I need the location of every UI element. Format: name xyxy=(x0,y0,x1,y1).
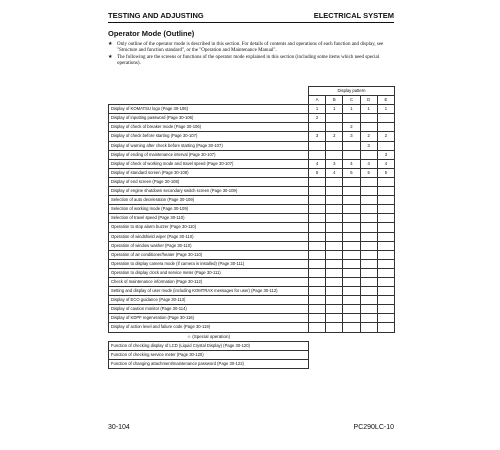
pattern-order-cell xyxy=(343,232,360,241)
pattern-order-cell: 4 xyxy=(343,159,360,168)
function-label: Display of action level and failure code (Page 30-119) xyxy=(109,323,309,332)
pattern-order-cell xyxy=(343,223,360,232)
function-label: Display of ending of maintenance interval (Page 30-107) xyxy=(109,150,309,159)
pattern-order-cell: 2 xyxy=(326,132,343,141)
pattern-order-cell xyxy=(360,268,377,277)
table-row xyxy=(109,114,395,123)
pattern-order-cell xyxy=(326,187,343,196)
table-row xyxy=(109,277,395,286)
model-number: PC290LC-10 xyxy=(353,424,394,431)
pattern-order-cell xyxy=(309,250,326,259)
table-row xyxy=(109,223,395,232)
pattern-order-cell xyxy=(309,187,326,196)
display-pattern-header: Display pattern xyxy=(309,87,395,96)
special-row-spacer xyxy=(309,350,395,359)
function-label: Operation to display clock and service meter (Page 30-111) xyxy=(109,268,309,277)
pattern-order-cell xyxy=(309,150,326,159)
pattern-order-cell xyxy=(309,287,326,296)
pattern-order-cell xyxy=(360,223,377,232)
pattern-order-cell xyxy=(309,314,326,323)
header-spacer xyxy=(109,87,309,96)
function-label: Selection of working mode (Page 30-109) xyxy=(109,205,309,214)
pattern-order-cell xyxy=(360,177,377,186)
special-row xyxy=(109,341,395,350)
table-row xyxy=(109,305,395,314)
pattern-order-cell xyxy=(326,150,343,159)
pattern-order-cell xyxy=(377,323,394,332)
pattern-order-cell: 5 xyxy=(309,168,326,177)
pattern-order-cell xyxy=(309,214,326,223)
function-label: Display of end screen (Page 30-108) xyxy=(109,177,309,186)
pattern-order-cell xyxy=(326,196,343,205)
pattern-order-cell xyxy=(343,259,360,268)
table-row xyxy=(109,205,395,214)
pattern-order-cell: 3 xyxy=(343,132,360,141)
pattern-order-cell xyxy=(343,214,360,223)
function-label: Operation of window washer (Page 30-110) xyxy=(109,241,309,250)
pattern-order-cell xyxy=(360,314,377,323)
pattern-order-cell: 5 xyxy=(377,168,394,177)
pattern-order-cell xyxy=(377,223,394,232)
pattern-order-cell xyxy=(326,287,343,296)
special-function-label: Function of changing attachment/maintenance password (Page 30-122) xyxy=(109,359,309,368)
chapter-title: ELECTRICAL SYSTEM xyxy=(313,11,394,20)
pattern-order-cell xyxy=(326,241,343,250)
pattern-order-cell xyxy=(326,250,343,259)
pattern-order-cell xyxy=(343,196,360,205)
pattern-order-cell xyxy=(309,196,326,205)
page-title: Operator Mode (Outline) xyxy=(108,29,195,38)
pattern-order-cell xyxy=(326,123,343,132)
operator-mode-table-container xyxy=(108,86,394,369)
pattern-order-cell xyxy=(360,259,377,268)
pattern-order-cell xyxy=(377,232,394,241)
pattern-order-cell xyxy=(377,268,394,277)
pattern-order-cell xyxy=(343,296,360,305)
pattern-order-cell xyxy=(309,241,326,250)
pattern-order-cell xyxy=(360,232,377,241)
pattern-order-cell: 2 xyxy=(309,114,326,123)
pattern-col-header: C xyxy=(343,96,360,105)
table-row xyxy=(109,168,395,177)
pattern-order-cell: 3 xyxy=(309,132,326,141)
pattern-order-cell xyxy=(377,250,394,259)
pattern-order-cell: 4 xyxy=(326,168,343,177)
function-label: Display of standard screen (Page 30-108) xyxy=(109,168,309,177)
special-function-label: Function of checking display of LCD (Liquid Crystal Display) (Page 30-120) xyxy=(109,341,309,350)
pattern-col-header: D xyxy=(360,96,377,105)
table-row xyxy=(109,214,395,223)
pattern-order-cell xyxy=(309,177,326,186)
pattern-order-cell xyxy=(360,114,377,123)
header-spacer xyxy=(109,96,309,105)
pattern-order-cell xyxy=(377,177,394,186)
star-icon: ★ xyxy=(108,54,113,60)
pattern-order-cell xyxy=(309,223,326,232)
pattern-order-cell: 5 xyxy=(360,168,377,177)
pattern-order-cell xyxy=(377,123,394,132)
table-row xyxy=(109,132,395,141)
pattern-order-cell xyxy=(343,277,360,286)
pattern-order-cell xyxy=(326,259,343,268)
table-row xyxy=(109,232,395,241)
function-label: Display of caution monitor (Page 30-114) xyxy=(109,305,309,314)
pattern-order-cell: 1 xyxy=(360,105,377,114)
pattern-order-cell xyxy=(377,314,394,323)
function-label: Operation to display camera mode (if camera is installed) (Page 30-111) xyxy=(109,259,309,268)
pattern-order-cell xyxy=(377,259,394,268)
pattern-order-cell xyxy=(360,250,377,259)
pattern-order-cell xyxy=(309,259,326,268)
pattern-order-cell xyxy=(360,187,377,196)
pattern-order-cell xyxy=(377,141,394,150)
pattern-order-cell xyxy=(343,187,360,196)
table-row xyxy=(109,296,395,305)
table-row xyxy=(109,187,395,196)
pattern-order-cell xyxy=(377,187,394,196)
notes xyxy=(108,42,394,67)
pattern-order-cell xyxy=(360,305,377,314)
pattern-order-cell xyxy=(326,114,343,123)
pattern-order-cell xyxy=(360,123,377,132)
pattern-order-cell xyxy=(326,223,343,232)
function-label: Display of KDPF regeneration (Page 30-116) xyxy=(109,314,309,323)
function-label: Selection of auto deceleration (Page 30-109) xyxy=(109,196,309,205)
pattern-order-cell: 3 xyxy=(377,150,394,159)
pattern-order-cell xyxy=(360,196,377,205)
pattern-order-cell: 3 xyxy=(360,141,377,150)
pattern-order-cell xyxy=(326,214,343,223)
table-row xyxy=(109,287,395,296)
special-function-label: Function of checking service meter (Page 30-120) xyxy=(109,350,309,359)
note-text: The following are the screens or functions of the operator mode explained in this section (including some items which need special operations). xyxy=(117,54,380,66)
function-label: Display of ECO guidance (Page 30-113) xyxy=(109,296,309,305)
pattern-order-cell xyxy=(326,296,343,305)
pattern-order-cell: 4 xyxy=(360,159,377,168)
pattern-col-header: A xyxy=(309,96,326,105)
pattern-order-cell xyxy=(343,287,360,296)
special-table-body xyxy=(109,341,395,368)
table-row xyxy=(109,268,395,277)
function-label: Display of check of breaker mode (Page 30-106) xyxy=(109,123,309,132)
pattern-order-cell xyxy=(377,287,394,296)
pattern-order-cell xyxy=(309,268,326,277)
pattern-col-header: B xyxy=(326,96,343,105)
pattern-order-cell xyxy=(360,296,377,305)
function-label: Operation of air conditioner/heater (Page 30-110) xyxy=(109,250,309,259)
pattern-order-cell xyxy=(377,114,394,123)
pattern-order-cell: 2 xyxy=(343,123,360,132)
section-title: TESTING AND ADJUSTING xyxy=(108,11,204,20)
pattern-order-cell xyxy=(377,305,394,314)
pattern-order-cell: 3 xyxy=(326,159,343,168)
table-row xyxy=(109,196,395,205)
pattern-order-cell: 4 xyxy=(309,159,326,168)
pattern-order-cell xyxy=(360,214,377,223)
pattern-order-cell xyxy=(326,177,343,186)
table-row xyxy=(109,123,395,132)
pattern-order-cell xyxy=(377,214,394,223)
function-label: Display of warning after check before starting (Page 30-107) xyxy=(109,141,309,150)
function-label: Operation of windshield wiper (Page 30-110) xyxy=(109,232,309,241)
pattern-order-cell xyxy=(326,232,343,241)
pattern-order-cell: 1 xyxy=(309,105,326,114)
pattern-order-cell xyxy=(377,196,394,205)
pattern-order-cell xyxy=(360,205,377,214)
pattern-order-cell xyxy=(309,323,326,332)
special-operation-label: ☆ (Special operation) xyxy=(186,333,231,339)
pattern-order-cell: 5 xyxy=(343,168,360,177)
pattern-order-cell xyxy=(326,323,343,332)
pattern-order-cell xyxy=(309,123,326,132)
function-label: Selection of travel speed (Page 30-110) xyxy=(109,214,309,223)
pattern-order-cell xyxy=(309,277,326,286)
special-row-spacer xyxy=(309,341,395,350)
pattern-order-cell: 1 xyxy=(343,105,360,114)
table-row xyxy=(109,150,395,159)
note-text: Only outline of the operator mode is described in this section. For details of contents and operations of each function and display, see "Structure and function standard", or the "Operation and Maintenance Manual". xyxy=(117,42,384,54)
special-section xyxy=(109,332,395,341)
pattern-order-cell xyxy=(377,296,394,305)
pattern-col-header: E xyxy=(377,96,394,105)
special-row-spacer xyxy=(309,359,395,368)
pattern-order-cell xyxy=(326,141,343,150)
pattern-order-cell xyxy=(343,305,360,314)
pattern-order-cell xyxy=(309,305,326,314)
table-row xyxy=(109,159,395,168)
pattern-order-cell xyxy=(343,114,360,123)
table-row xyxy=(109,314,395,323)
pattern-order-cell xyxy=(360,150,377,159)
pattern-order-cell xyxy=(326,277,343,286)
pattern-order-cell: 1 xyxy=(377,105,394,114)
star-icon: ★ xyxy=(108,42,113,47)
pattern-order-cell: 2 xyxy=(377,132,394,141)
pattern-order-cell xyxy=(343,177,360,186)
page-header xyxy=(108,10,394,23)
pattern-order-cell xyxy=(343,150,360,159)
pattern-order-cell xyxy=(360,277,377,286)
special-spacer xyxy=(309,332,395,341)
note-item xyxy=(108,42,394,55)
function-label: Display of KOMATSU logo (Page 30-106) xyxy=(109,105,309,114)
pattern-order-cell xyxy=(360,241,377,250)
page-number: 30-104 xyxy=(108,424,130,431)
pattern-order-cell xyxy=(343,250,360,259)
pattern-order-cell xyxy=(377,241,394,250)
table-row xyxy=(109,323,395,332)
pattern-order-cell xyxy=(377,205,394,214)
function-label: Setting and display of user mode (including KOMTRAX messages for user) (Page 30-112) xyxy=(109,287,309,296)
pattern-order-cell xyxy=(326,268,343,277)
pattern-order-cell xyxy=(360,287,377,296)
table-body xyxy=(109,105,395,332)
pattern-order-cell xyxy=(343,323,360,332)
operator-mode-table xyxy=(108,86,395,369)
pattern-order-cell xyxy=(326,205,343,214)
pattern-order-cell xyxy=(309,141,326,150)
special-row xyxy=(109,350,395,359)
pattern-order-cell xyxy=(343,314,360,323)
table-row xyxy=(109,177,395,186)
pattern-order-cell xyxy=(377,277,394,286)
table-row xyxy=(109,259,395,268)
pattern-order-cell xyxy=(360,323,377,332)
pattern-order-cell xyxy=(309,232,326,241)
pattern-order-cell: 1 xyxy=(326,105,343,114)
note-item xyxy=(108,55,394,68)
function-label: Display of engine shutdown secondary switch screen (Page 30-109) xyxy=(109,187,309,196)
function-label: Display of check before starting (Page 30-107) xyxy=(109,132,309,141)
function-label: Operation to stop alarm buzzer (Page 30-110) xyxy=(109,223,309,232)
function-label: Display of inputting password (Page 30-106) xyxy=(109,114,309,123)
function-label: Check of maintenance information (Page 30-112) xyxy=(109,277,309,286)
pattern-order-cell xyxy=(326,305,343,314)
pattern-order-cell: 2 xyxy=(360,132,377,141)
table-row xyxy=(109,250,395,259)
pattern-order-cell xyxy=(343,268,360,277)
pattern-order-cell xyxy=(343,141,360,150)
table-row xyxy=(109,105,395,114)
special-row xyxy=(109,359,395,368)
table-row xyxy=(109,141,395,150)
pattern-order-cell xyxy=(343,205,360,214)
pattern-order-cell xyxy=(309,296,326,305)
table-row xyxy=(109,241,395,250)
function-label: Display of check of working mode and travel speed (Page 30-107) xyxy=(109,159,309,168)
pattern-order-cell xyxy=(343,241,360,250)
pattern-order-cell: 4 xyxy=(377,159,394,168)
pattern-order-cell xyxy=(309,205,326,214)
pattern-order-cell xyxy=(326,314,343,323)
